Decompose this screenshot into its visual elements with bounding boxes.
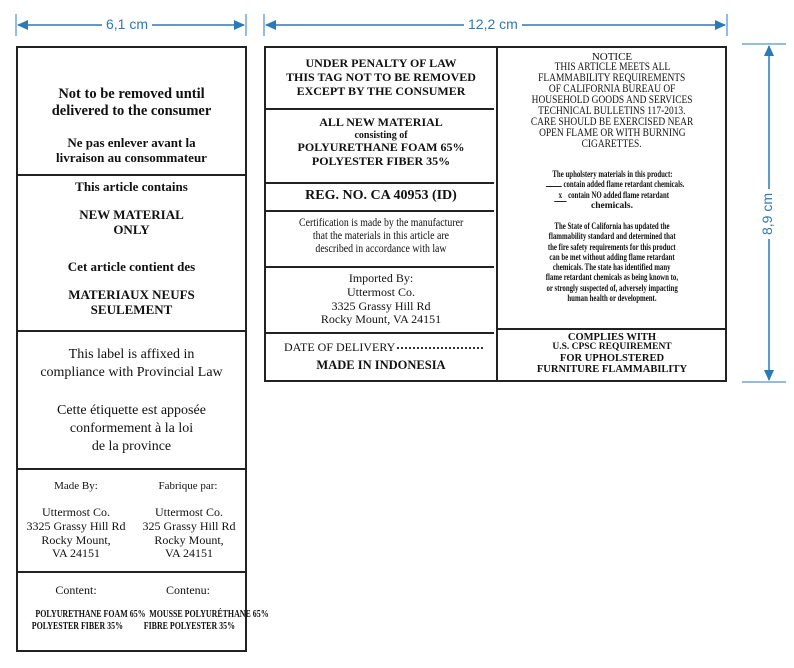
right-width-label: 12,2 cm — [464, 16, 522, 32]
maker-fr-street: 325 Grassy Hill Rd — [142, 518, 236, 533]
maker-address-en — [18, 506, 134, 561]
reg-number: REG. NO. CA 40953 (ID) — [305, 188, 457, 203]
all-new-line: ALL NEW MATERIAL — [319, 115, 443, 129]
content-en-fiber: POLYESTER FIBER 35% — [31, 620, 124, 633]
no-chemicals-mark: x — [558, 190, 563, 201]
penalty-line-1: UNDER PENALTY OF LAW — [305, 56, 457, 70]
new-material-fr-line-1: MATERIAUX NEUFS — [68, 287, 195, 302]
maker-fr-name: Uttermost Co. — [155, 505, 223, 519]
content-en-foam: POLYURETHANE FOAM 65% — [35, 608, 146, 620]
maker-fr-zip: VA 24151 — [164, 546, 214, 561]
left-width-label: 6,1 cm — [102, 16, 152, 32]
new-material-fr-line-2: SEULEMENT — [90, 301, 173, 317]
state-line-5: chemicals. The state has identified many — [553, 263, 671, 273]
right-width-dimension — [264, 14, 727, 38]
removal-fr-line-2: livraison au consommateur — [56, 149, 207, 165]
state-line-1: The State of California has updated the — [554, 222, 670, 232]
notice-line-2: FLAMMABILITY REQUIREMENTS — [538, 72, 686, 85]
notice-line-8: CIGARETTES. — [582, 137, 642, 150]
state-line-8: human health or development. — [567, 293, 657, 304]
state-notice — [497, 222, 727, 304]
foam-percent: POLYURETHANE FOAM 65% — [297, 140, 465, 155]
affixed-en — [18, 346, 245, 382]
state-line-2: flammability standard and determined that — [548, 232, 676, 243]
notice-line-7: OPEN FLAME OR WITH BURNING — [538, 126, 686, 139]
made-by-label: Made By: — [54, 480, 98, 492]
no-chemicals-option-cont: chemicals. — [591, 200, 633, 211]
no-chemicals-checkbox[interactable] — [555, 191, 567, 202]
complies-line-2: U.S. CPSC REQUIREMENT — [552, 342, 672, 353]
state-line-4: can be met without adding flame retardant — [549, 252, 675, 263]
affixed-fr — [18, 402, 245, 457]
affixed-en-line-2: compliance with Provincial Law — [40, 365, 223, 381]
content-label-fr: Contenu: — [166, 583, 210, 597]
delivery-date-blank[interactable] — [397, 347, 483, 349]
no-chemicals-option: contain NO added flame retardant — [568, 190, 670, 201]
upholstery-line: The upholstery materials in this product: — [551, 170, 673, 180]
new-material-en — [18, 208, 245, 238]
all-new-material — [266, 116, 496, 169]
content-fr-fiber: FIBRE POLYESTER 35% — [143, 620, 236, 633]
upholstery-block — [497, 170, 727, 211]
contains-en: This article contains — [75, 179, 188, 194]
maker-en-name: Uttermost Co. — [42, 505, 110, 519]
notice-line-1: THIS ARTICLE MEETS ALL — [554, 61, 670, 74]
imported-by-label: Imported By: — [348, 271, 414, 285]
delivery-label: DATE OF DELIVERY — [284, 340, 396, 354]
added-chemicals-checkbox[interactable] — [546, 186, 562, 187]
state-line-3: the fire safety requirements for this product — [548, 242, 676, 253]
notice-block — [497, 52, 727, 150]
removal-notice-en — [18, 86, 245, 119]
cert-line-3: described in accordance with law — [315, 241, 447, 256]
maker-en-zip: VA 24151 — [51, 546, 101, 561]
affixed-fr-line-2: conformement à la loi — [69, 421, 194, 437]
right-height-label: 8,9 cm — [759, 189, 775, 239]
affixed-fr-line-3: de la province — [91, 439, 172, 455]
complies-line-1: COMPLIES WITH — [567, 332, 657, 343]
removal-en-line-2: delivered to the consumer — [51, 102, 212, 119]
notice-line-3: OF CALIFORNIA BUREAU OF — [548, 83, 676, 96]
consisting-of: consisting of — [354, 129, 408, 141]
notice-line-5: TECHNICAL BULLETINS 117-2013. — [538, 105, 686, 118]
cert-line-1: Certification is made by the manufacturer — [298, 215, 464, 229]
importer-name: Uttermost Co. — [347, 284, 415, 299]
penalty-line-2: THIS TAG NOT TO BE REMOVED — [286, 70, 476, 85]
penalty-notice — [266, 56, 496, 98]
maker-en-city: Rocky Mount, — [41, 532, 111, 547]
removal-notice-fr — [18, 136, 245, 166]
right-tag — [264, 46, 727, 382]
state-line-7: or strongly suspected of, adversely impacting — [546, 283, 678, 294]
content-en — [14, 608, 146, 633]
affixed-fr-line-1: Cette étiquette est apposée — [57, 403, 206, 418]
new-material-line-2: ONLY — [113, 221, 150, 237]
fiber-percent: POLYESTER FIBER 35% — [311, 154, 451, 169]
added-chemicals-option: contain added flame retardant chemicals. — [563, 180, 685, 191]
maker-address-fr — [131, 506, 247, 561]
new-material-line-1: NEW MATERIAL — [79, 207, 184, 222]
removal-en-line-1: Not to be removed until — [58, 86, 205, 102]
notice-line-4: HOUSEHOLD GOODS AND SERVICES — [531, 94, 693, 107]
cert-line-2: that the materials in this article are — [312, 228, 450, 243]
fabrique-par-label: Fabrique par: — [158, 480, 218, 492]
maker-en-street: 3325 Grassy Hill Rd — [26, 518, 126, 533]
left-width-dimension — [16, 14, 246, 38]
left-tag — [16, 46, 269, 652]
content-fr-foam: MOUSSE POLYURÉTHANE 65% — [149, 608, 269, 620]
certification-text — [266, 216, 496, 256]
removal-fr-line-1: Ne pas enlever avant la — [67, 135, 196, 150]
contains-fr: Cet article contient des — [67, 259, 196, 274]
maker-fr-city: Rocky Mount, — [154, 532, 224, 547]
importer-city: Rocky Mount, VA 24151 — [320, 312, 442, 327]
affixed-en-line-1: This label is affixed in — [68, 347, 195, 362]
importer-street: 3325 Grassy Hill Rd — [331, 298, 431, 313]
content-label-en: Content: — [55, 583, 97, 597]
content-fr — [126, 608, 269, 633]
made-in: MADE IN INDONESIA — [316, 358, 446, 372]
delivery-date-field[interactable] — [284, 340, 483, 355]
complies-line-4: FURNITURE FLAMMABILITY — [536, 364, 688, 375]
importer-block — [266, 272, 496, 327]
notice-title: NOTICE — [591, 51, 633, 63]
new-material-fr — [18, 288, 245, 318]
notice-line-6: CARE SHOULD BE EXERCISED NEAR — [530, 116, 694, 129]
cpsc-compliance — [497, 332, 727, 375]
complies-line-3: FOR UPHOLSTERED — [559, 352, 665, 364]
state-line-6: flame retardant chemicals as being known to, — [545, 273, 679, 284]
right-height-dimension — [742, 44, 788, 382]
penalty-line-3: EXCEPT BY THE CONSUMER — [296, 84, 466, 99]
